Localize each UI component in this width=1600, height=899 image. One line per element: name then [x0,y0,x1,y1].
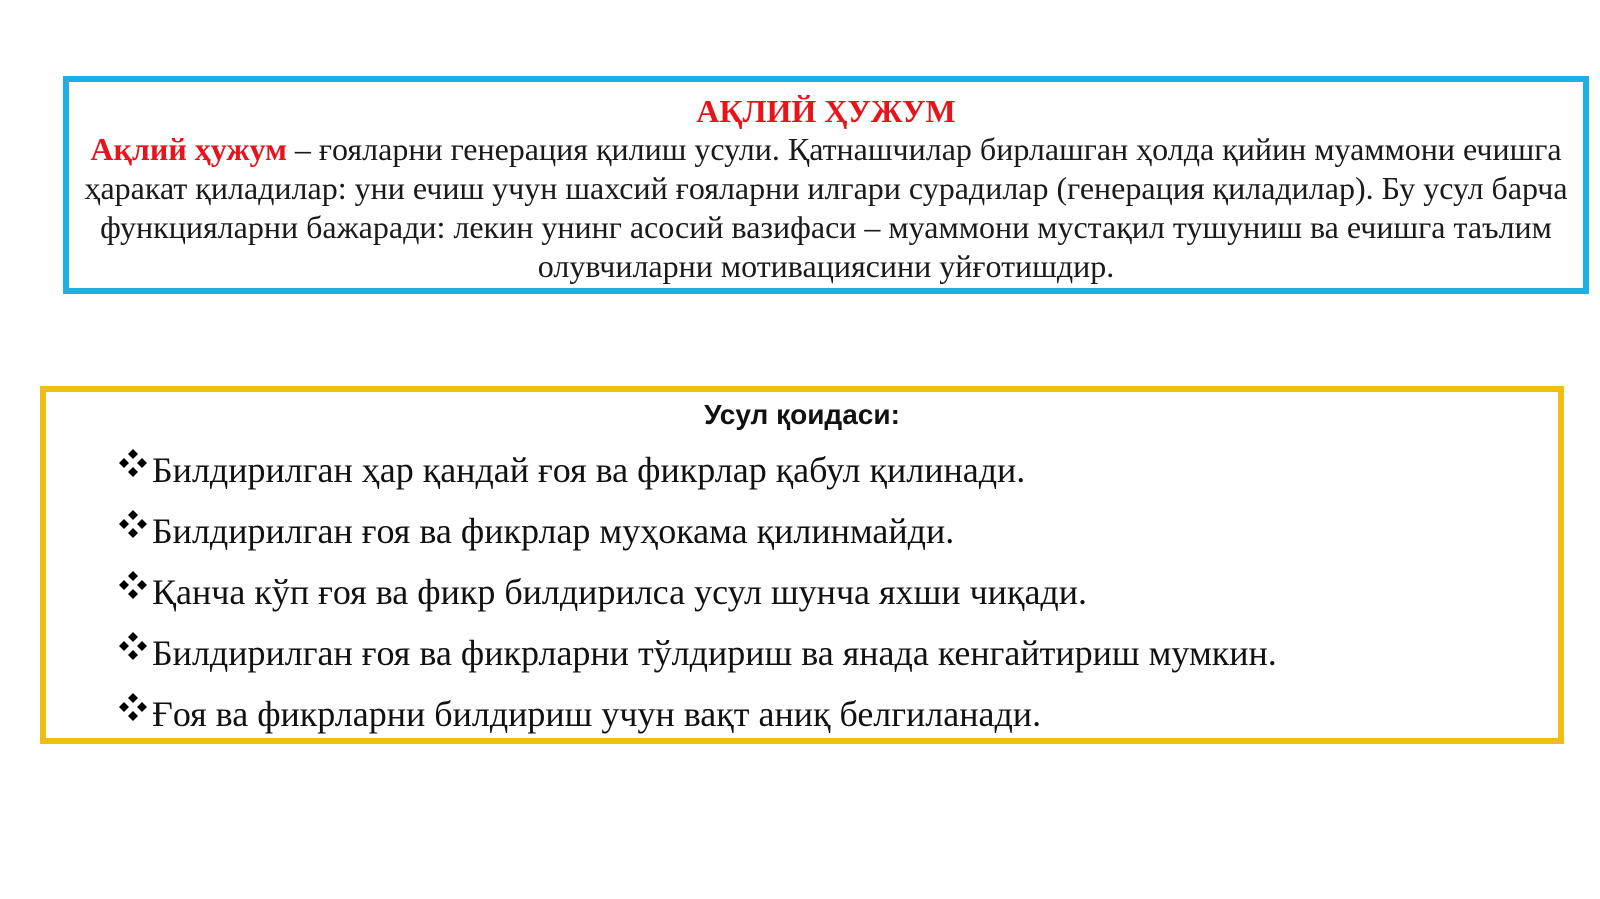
definition-body: – ғояларни генерация қилиш усули. Қатнашчилар бирлашган ҳолда қийин муаммони ечишга ҳаракат қиладилар: уни ечиш учун шахсий ғояларни илгари сурадилар (генерация қиладилар). Бу усул барча функцияларни бажаради: лекин унинг асосий вазифаси – муаммони мустақил тушуниш ва ечишга таълим олувчиларни мотивациясини уйғотишдир. [84,131,1568,284]
rule-text: Ғоя ва фикрларни билдириш учун вақт аниқ белгиланади. [152,694,1042,734]
definition-text [77,130,1575,286]
definition-title: АҚЛИЙ ҲУЖУМ [696,93,956,129]
four-diamond-bullet-icon [118,562,152,623]
four-diamond-bullet-icon [118,501,152,562]
list-item [118,684,1558,745]
four-diamond-bullet-icon [118,440,152,501]
definition-box [63,76,1589,294]
rule-text: Қанча кўп ғоя ва фикр билдирилса усул шунча яхши чиқади. [152,572,1087,612]
four-diamond-bullet-icon [118,684,152,745]
list-item [118,440,1558,501]
list-item [118,501,1558,562]
rules-title: Усул қоидаси: [704,399,900,430]
list-item [118,623,1558,684]
list-item [118,562,1558,623]
definition-term: Ақлий ҳужум [90,131,287,167]
rule-text: Билдирилган ғоя ва фикрларни тўлдириш ва янада кенгайтириш мумкин. [152,633,1277,673]
rules-box [40,386,1564,744]
rules-list [46,440,1558,745]
rule-text: Билдирилган ғоя ва фикрлар муҳокама қилинмайди. [152,511,955,551]
four-diamond-bullet-icon [118,623,152,684]
rule-text: Билдирилган ҳар қандай ғоя ва фикрлар қабул қилинади. [152,450,1026,490]
